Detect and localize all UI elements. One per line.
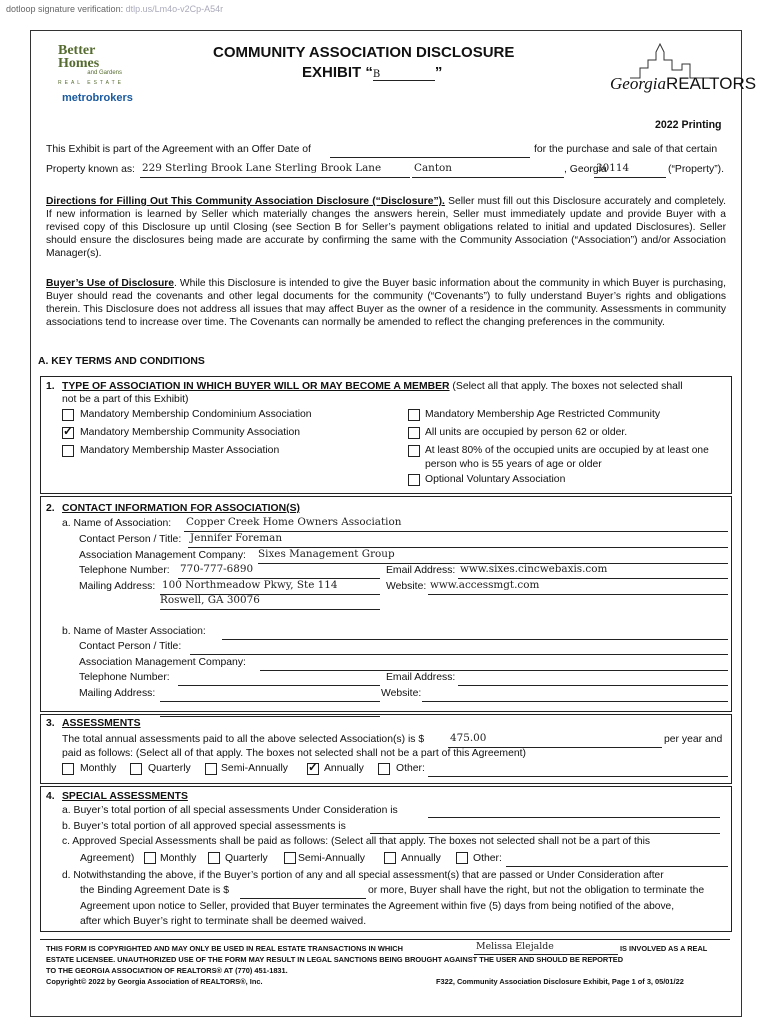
s1-left-label-1: Mandatory Membership Community Association bbox=[80, 427, 301, 438]
s3-text1: The total annual assessments paid to all the above selected Association(s) is $ bbox=[62, 734, 425, 745]
s4-num: 4. bbox=[46, 791, 55, 802]
s1-right-label-2: At least 80% of the occupied units are occupied by at least one bbox=[425, 445, 709, 456]
s3-heading: ASSESSMENTS bbox=[62, 718, 141, 729]
s4-d4: after which Buyer’s right to terminate shall be deemed waived. bbox=[80, 916, 367, 927]
s3-label-annually: Annually bbox=[324, 763, 364, 774]
directions-paragraph bbox=[46, 195, 726, 260]
directions-text: Seller must fill out this Disclosure accurately and completely. If new information is learned by Seller which materially changes the answers herein, Seller must immediately update and provide Buyer with a revised copy of this Disclosure up until Closing (see Section B for Seller’s payment obligations related to initial and updated Disclosures). Seller should ensure the disclosures being made are accurate by confirming the same with the Community Association (“Association”) and/or Association Manager(s). bbox=[46, 196, 726, 259]
s1-left-checkbox-2[interactable] bbox=[62, 445, 74, 457]
metrobrokers-logo bbox=[62, 92, 133, 104]
footer-line3: TO THE GEORGIA ASSOCIATION OF REALTORS® AT (770) 451-1831. bbox=[46, 966, 288, 975]
s1-num: 1. bbox=[46, 381, 55, 392]
footer-copyright: Copyright© 2022 by Georgia Association of REALTORS®, Inc. bbox=[46, 977, 263, 986]
bhg-logo bbox=[58, 44, 128, 86]
s4-checkbox-semiannually[interactable] bbox=[284, 852, 296, 864]
s3-num: 3. bbox=[46, 718, 55, 729]
s2-b-web-label: Website: bbox=[381, 688, 422, 699]
master-tel-field[interactable] bbox=[178, 685, 380, 686]
s2-web-label: Website: bbox=[386, 581, 427, 592]
master-contact-field[interactable] bbox=[190, 654, 728, 655]
footer-line1-a: THIS FORM IS COPYRIGHTED AND MAY ONLY BE USED IN REAL ESTATE TRANSACTIONS IN WHICH bbox=[46, 944, 403, 953]
s4-label-annually: Annually bbox=[401, 853, 441, 864]
offer-date-field[interactable] bbox=[330, 157, 530, 158]
s1-right-label-0: Mandatory Membership Age Restricted Community bbox=[425, 409, 661, 420]
email-value: www.sixes.cincwebaxis.com bbox=[460, 563, 608, 575]
footer-form-id: F322, Community Association Disclosure Exhibit, Page 1 of 3, 05/01/22 bbox=[436, 977, 684, 986]
s1-note2: not be a part of this Exhibit) bbox=[62, 394, 189, 405]
s4-label-monthly: Monthly bbox=[160, 853, 197, 864]
s4-a-field[interactable] bbox=[428, 817, 720, 818]
s4-label-quarterly: Quarterly bbox=[225, 853, 268, 864]
s4-d2b: or more, Buyer shall have the right, but not the obligation to terminate the bbox=[368, 885, 705, 896]
s2-email-label: Email Address: bbox=[386, 565, 456, 576]
s4-checkbox-annually[interactable] bbox=[384, 852, 396, 864]
property-city: Canton bbox=[414, 162, 452, 174]
s4-label-other: Other: bbox=[473, 853, 502, 864]
assessment-amount: 475.00 bbox=[450, 732, 487, 744]
s2-b-email-label: Email Address: bbox=[386, 672, 456, 683]
s2-tel-label: Telephone Number: bbox=[79, 565, 170, 576]
s4-d-amount-field[interactable] bbox=[240, 898, 366, 899]
realtors-word: REALTORS bbox=[666, 74, 757, 93]
s3-label-quarterly: Quarterly bbox=[148, 763, 191, 774]
contact-value: Jennifer Foreman bbox=[190, 532, 283, 544]
s3-checkbox-semiannually[interactable] bbox=[205, 763, 217, 775]
printing-year: 2022 Printing bbox=[655, 119, 722, 131]
s1-left-checkbox-1[interactable] bbox=[62, 427, 74, 439]
exhibit-line bbox=[302, 64, 442, 81]
s4-checkbox-other[interactable] bbox=[456, 852, 468, 864]
s3-checkbox-monthly[interactable] bbox=[62, 763, 74, 775]
s4-c2: Agreement) bbox=[80, 853, 135, 864]
footer-rule bbox=[40, 939, 730, 940]
s3-checkbox-quarterly[interactable] bbox=[130, 763, 142, 775]
s2-mgmt-label: Association Management Company: bbox=[79, 550, 246, 561]
bhg-re: REAL ESTATE bbox=[58, 80, 124, 86]
zip-value: 30114 bbox=[596, 162, 630, 174]
section-a-heading: A. KEY TERMS AND CONDITIONS bbox=[38, 356, 205, 367]
s4-checkbox-monthly[interactable] bbox=[144, 852, 156, 864]
master-mgmt-field[interactable] bbox=[260, 670, 728, 671]
s3-label-other: Other: bbox=[396, 763, 425, 774]
s4-b-field[interactable] bbox=[370, 833, 720, 834]
zip-field[interactable] bbox=[594, 177, 666, 178]
s1-note: (Select all that apply. The boxes not selected shall bbox=[449, 381, 683, 392]
s4-d2a: the Binding Agreement Date is $ bbox=[80, 885, 230, 896]
georgia-realtors-text bbox=[610, 74, 756, 94]
mail-value-1: 100 Northmeadow Pkwy, Ste 114 bbox=[162, 579, 338, 591]
s4-b: b. Buyer’s total portion of all approved special assessments is bbox=[62, 821, 346, 832]
s4-checkbox-quarterly[interactable] bbox=[208, 852, 220, 864]
s4-d1: d. Notwithstanding the above, if the Buyer’s portion of any and all special assessment(s) that are passed or Under Consideration after bbox=[62, 870, 664, 881]
metrobrokers-text: metrobrokers bbox=[62, 92, 133, 104]
s1-right-checkbox-2[interactable] bbox=[408, 445, 420, 457]
mgmt-value: Sixes Management Group bbox=[258, 548, 395, 560]
s1-right-label-3: Optional Voluntary Association bbox=[425, 474, 566, 485]
exhibit-label: EXHIBIT “ bbox=[302, 64, 373, 81]
licensee-name: Melissa Elejalde bbox=[476, 941, 554, 952]
bhg-line3: and Gardens bbox=[87, 70, 122, 76]
s4-c: c. Approved Special Assessments shall be paid as follows: (Select all that apply. The boxes not selected shall not be a part of this bbox=[62, 836, 651, 847]
s4-heading: SPECIAL ASSESSMENTS bbox=[62, 791, 188, 802]
bhg-line2: Homes bbox=[58, 56, 100, 71]
s1-right-checkbox-3[interactable] bbox=[408, 474, 420, 486]
property-address: 229 Sterling Brook Lane Sterling Brook Lane bbox=[142, 162, 382, 174]
s4-d3: Agreement upon notice to Seller, provided that Buyer terminates the Agreement within five (5) days from being notified of the above, bbox=[80, 901, 675, 912]
s2-b-mgmt-label: Association Management Company: bbox=[79, 657, 246, 668]
s1-heading-line bbox=[62, 381, 683, 392]
property-label: Property known as: bbox=[46, 164, 135, 175]
bhg-line1: Better bbox=[58, 43, 96, 58]
property-city-field[interactable] bbox=[412, 177, 564, 178]
s3-checkbox-annually[interactable] bbox=[307, 763, 319, 775]
s2-heading: CONTACT INFORMATION FOR ASSOCIATION(S) bbox=[62, 503, 300, 514]
directions-heading: Directions for Filling Out This Community Association Disclosure (“Disclosure”). bbox=[46, 196, 445, 207]
s2-b-mail-label: Mailing Address: bbox=[79, 688, 156, 699]
buyers-use-heading: Buyer’s Use of Disclosure bbox=[46, 278, 175, 289]
master-email-field[interactable] bbox=[458, 685, 728, 686]
footer-line1-b: IS INVOLVED AS A REAL bbox=[620, 944, 708, 953]
intro-line1-left: This Exhibit is part of the Agreement with an Offer Date of bbox=[46, 144, 311, 155]
verification-line bbox=[6, 4, 223, 14]
buyers-use-paragraph bbox=[46, 277, 726, 329]
verification-link[interactable]: dtlp.us/Lm4o-v2Cp-A54r bbox=[125, 4, 224, 14]
s4-label-semiannually: Semi-Annually bbox=[298, 853, 365, 864]
georgia-realtors-logo bbox=[610, 40, 757, 100]
s1-left-checkbox-0[interactable] bbox=[62, 409, 74, 421]
s1-right-checkbox-0[interactable] bbox=[408, 409, 420, 421]
s1-right-checkbox-1[interactable] bbox=[408, 427, 420, 439]
s1-right-cont: person who is 55 years of age or older bbox=[425, 459, 602, 470]
s1-right-label-1: All units are occupied by person 62 or older. bbox=[425, 427, 628, 438]
s3-label-monthly: Monthly bbox=[80, 763, 117, 774]
s2-mail-label: Mailing Address: bbox=[79, 581, 156, 592]
s1-left-label-0: Mandatory Membership Condominium Association bbox=[80, 409, 312, 420]
s1-left-label-2: Mandatory Membership Master Association bbox=[80, 445, 280, 456]
s3-text2: paid as follows: (Select all of that apply. The boxes not selected shall not be a part of this Agreement) bbox=[62, 748, 526, 759]
s3-label-semiannually: Semi-Annually bbox=[221, 763, 288, 774]
s2-b-contact-label: Contact Person / Title: bbox=[79, 641, 182, 652]
georgia-label: , Georgia bbox=[564, 164, 607, 175]
s2-a-label: a. Name of Association: bbox=[62, 518, 172, 529]
s4-a: a. Buyer’s total portion of all special assessments Under Consideration is bbox=[62, 805, 398, 816]
property-address-field[interactable] bbox=[140, 177, 410, 178]
assoc-name-value: Copper Creek Home Owners Association bbox=[186, 516, 402, 528]
verification-label: dotloop signature verification: bbox=[6, 4, 124, 14]
master-assoc-field[interactable] bbox=[222, 639, 728, 640]
s2-b-tel-label: Telephone Number: bbox=[79, 672, 170, 683]
mail-value-2: Roswell, GA 30076 bbox=[160, 594, 260, 606]
intro-line1-right: for the purchase and sale of that certain bbox=[534, 144, 718, 155]
master-web-field[interactable] bbox=[422, 701, 728, 702]
tel-value: 770-777-6890 bbox=[180, 563, 254, 575]
page-title: COMMUNITY ASSOCIATION DISCLOSURE bbox=[213, 44, 515, 61]
s3-per-year: per year and bbox=[664, 734, 723, 745]
master-mail-field[interactable] bbox=[160, 701, 380, 702]
buyers-use-text: . While this Disclosure is intended to give the Buyer basic information about the community in which Buyer is purchasing, Buyer should read the covenants and other legal documents for the community (“Covenants”) to fully understand Buyer’s rights and obligations therein. This Disclosure does not address all issues that may affect Buyer as the owner of a residence in the community. Assessments in community associations tend to increase over time. The Covenants can normally be amended to reflect the changing preferences in the community. bbox=[46, 278, 726, 328]
exhibit-value[interactable]: B bbox=[373, 69, 435, 81]
web-field[interactable] bbox=[428, 594, 728, 595]
s2-num: 2. bbox=[46, 503, 55, 514]
s3-other-field[interactable] bbox=[428, 776, 728, 777]
s3-checkbox-other[interactable] bbox=[378, 763, 390, 775]
property-end: (“Property”). bbox=[668, 164, 724, 175]
exhibit-close: ” bbox=[434, 64, 443, 81]
footer-line2: ESTATE LICENSEE. UNAUTHORIZED USE OF THE FORM MAY RESULT IN LEGAL SANCTIONS BEING BROUGHT AGAINST THE USER AND SHOULD BE REPORTED bbox=[46, 955, 624, 964]
s2-contact-label: Contact Person / Title: bbox=[79, 534, 182, 545]
web-value: www.accessmgt.com bbox=[430, 579, 540, 591]
mail-field-2[interactable] bbox=[160, 609, 380, 610]
s4-other-field[interactable] bbox=[506, 866, 728, 867]
georgia-word: Georgia bbox=[610, 74, 667, 93]
s1-heading: TYPE OF ASSOCIATION IN WHICH BUYER WILL OR MAY BECOME A MEMBER bbox=[62, 381, 450, 392]
s2-b-label: b. Name of Master Association: bbox=[62, 626, 206, 637]
